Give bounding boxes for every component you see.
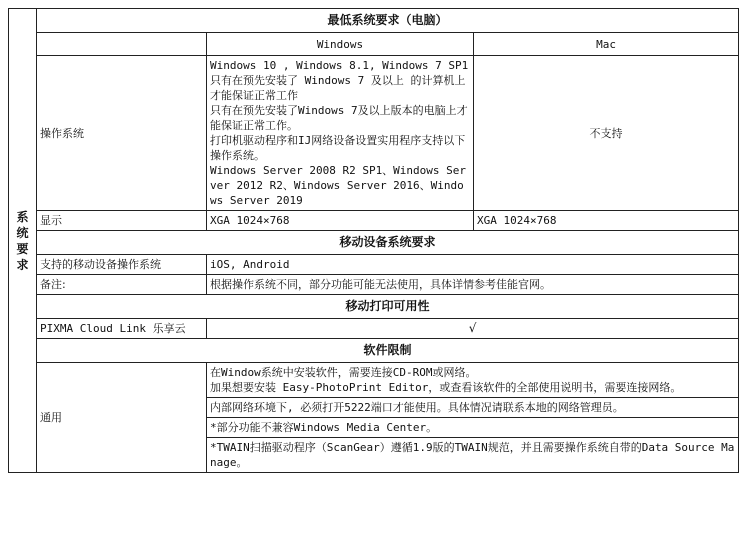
display-windows-value: XGA 1024×768 [207,211,474,231]
mobile-print-section-header-row [9,295,739,319]
system-requirements-table [8,8,739,473]
mobile-section-header-row [9,231,739,255]
software-item-twain: *TWAIN扫描驱动程序（ScanGear）遵循1.9版的TWAIN规范，并且需要操作系统自带的Data Source Manage。 [207,438,739,473]
mobile-section-title: 移动设备系统要求 [37,231,739,255]
mobile-supported-value: iOS, Android [207,255,739,275]
mobile-note-row [9,275,739,295]
mobile-note-label: 备注: [37,275,207,295]
display-label: 显示 [37,211,207,231]
software-item-install: 在Window系统中安装软件，需要连接CD-ROM或网络。 加果想要安装 Easy-PhotoPrint Editor，或查看该软件的全部使用说明书，需要连接网络。 [207,363,739,398]
pc-section-header-row [9,9,739,33]
os-row [9,56,739,211]
check-mark-icon: √ [207,319,739,339]
mobile-note-value: 根据操作系统不同，部分功能可能无法使用，具体详情参考佳能官网。 [207,275,739,295]
display-mac-value: XGA 1024×768 [474,211,739,231]
mobile-supported-row [9,255,739,275]
software-item-media-center: *部分功能不兼容Windows Media Center。 [207,418,739,438]
mobile-supported-label: 支持的移动设备操作系统 [37,255,207,275]
software-section-title: 软件限制 [37,339,739,363]
software-general-label: 通用 [37,363,207,473]
pc-section-title: 最低系统要求（电脑） [37,9,739,33]
empty-header-cell [37,33,207,56]
side-label-system-requirements: 系 统 要 求 [9,9,37,473]
pc-column-header-row [9,33,739,56]
pixma-cloud-link-label: PIXMA Cloud Link 乐享云 [37,319,207,339]
os-mac-value: 不支持 [474,56,739,211]
mac-column-header: Mac [474,33,739,56]
windows-column-header: Windows [207,33,474,56]
software-general-row [9,363,739,398]
software-item-port: 内部网络环境下, 必须打开5222端口才能使用。具体情况请联系本地的网络管理员。 [207,398,739,418]
pixma-cloud-link-row [9,319,739,339]
software-section-header-row [9,339,739,363]
display-row [9,211,739,231]
os-windows-value: Windows 10 , Windows 8.1, Windows 7 SP1 只有在预先安装了 Windows 7 及以上 的计算机上才能保证正常工作 只有在预先安装了Windows 7及以上版本的电脑上才能保证正常工作。 打印机驱动程序和IJ网络设备设置实用程序支持以下操作系统。 Windows Server 2008 R2 SP1、Windows Server 2012 R2、Windows Server 2016、Windows Server 2019 [207,56,474,211]
os-label: 操作系统 [37,56,207,211]
mobile-print-section-title: 移动打印可用性 [37,295,739,319]
